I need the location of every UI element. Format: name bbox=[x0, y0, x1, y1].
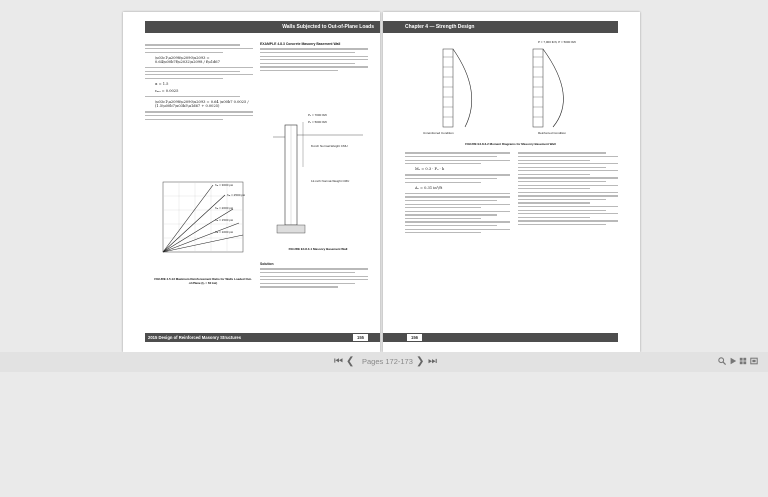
diagram-label-unreinforced: Unreinforced Condition bbox=[423, 131, 454, 135]
diagram-load-label: P = 7,000 lb/ft, P = 5000 lb/ft bbox=[538, 40, 576, 44]
chart-label-1: f′ₘ = 3000 psi bbox=[215, 183, 234, 187]
equation-area: Aₛ = 0.31 in²/ft bbox=[415, 185, 443, 190]
page-range-label: Pages 172-173 bbox=[362, 357, 413, 366]
first-page-icon[interactable]: ⏮ bbox=[334, 356, 343, 367]
right-page bbox=[383, 12, 640, 352]
example-title: EXAMPLE 4.8.3 Concrete Masonry Basement Wall bbox=[260, 42, 341, 46]
chart-label-5: f′ₘ = 1000 psi bbox=[215, 230, 234, 234]
chart-label-4: f′ₘ = 1500 psi bbox=[215, 218, 234, 222]
left-page-footer bbox=[145, 333, 380, 342]
right-page-left-column bbox=[405, 150, 510, 236]
moment-diagrams bbox=[403, 37, 618, 137]
solution-heading: Solution bbox=[260, 262, 274, 266]
equation-rho: \u03c1\u2098\u2090\u2093 = 0.64 \u00b7 0.0025 / (1.5\u00b7\u03b5\u1d67 + 0.0025) bbox=[155, 100, 249, 109]
left-footer-title: 2015 Design of Reinforced Masonry Structures bbox=[148, 335, 242, 340]
basement-wall-figure bbox=[273, 107, 363, 242]
right-page-header: Chapter 4 — Strength Design bbox=[383, 21, 618, 33]
left-page-number: 155 bbox=[353, 334, 368, 341]
right-page-number: 156 bbox=[407, 334, 422, 341]
moment-figure-caption: FIGURE E4.8.3-2 Moment Diagrams for Masonry Basement Wall bbox=[465, 142, 556, 146]
thumbnails-icon[interactable] bbox=[739, 357, 747, 365]
fullscreen-icon[interactable] bbox=[750, 357, 758, 365]
right-page-right-column bbox=[518, 150, 618, 228]
left-page bbox=[123, 12, 380, 352]
left-page-header: Walls Subjected to Out-of-Plane Loads bbox=[145, 21, 380, 33]
equation-strain: εₘᵤ = 0.0025 bbox=[155, 88, 179, 93]
chart-figure-caption: FIGURE 4.5.13 Maximum Reinforcement Ratio for Walls Loaded Out-of-Plane (fᵧ = 60 ksi) bbox=[154, 277, 252, 285]
equation-moment: Mᵤ = 0.3 · Pᵤ · h bbox=[415, 167, 445, 172]
right-column-text bbox=[260, 42, 368, 74]
next-page-icon[interactable]: ❯ bbox=[416, 356, 425, 367]
equation: \u03c1\u2098\u2090\u2093 = 0.64\u00b7f\u2032\u2098 / f\u1d67 bbox=[155, 55, 220, 64]
wall-label-12in: 12-inch Normal-Weight CMU bbox=[311, 179, 350, 183]
wall-load-1: Pᵤ = 7000 lb/ft bbox=[308, 113, 327, 117]
viewer-toolbar bbox=[0, 352, 768, 372]
last-page-icon[interactable]: ⏭ bbox=[428, 356, 437, 367]
reinforcement-ratio-chart bbox=[153, 177, 253, 272]
solution-text bbox=[260, 262, 368, 290]
play-icon[interactable] bbox=[729, 357, 737, 365]
chart-label-3: f′ₘ = 2000 psi bbox=[215, 206, 234, 210]
equation-alpha: α = 1.5 bbox=[155, 81, 169, 86]
wall-label-8in: 8-inch Normal-Weight CMU bbox=[311, 144, 348, 148]
wall-figure-caption: FIGURE E4.8.3-1 Masonry Basement Wall bbox=[288, 247, 348, 251]
wall-load-2: Pᵤ = 5000 lb/ft bbox=[308, 120, 327, 124]
chart-label-2: f′ₘ = 2500 psi bbox=[227, 193, 246, 197]
previous-page-icon[interactable]: ❮ bbox=[346, 356, 355, 367]
zoom-icon[interactable] bbox=[718, 357, 726, 365]
diagram-label-reinforced: Reinforced Condition bbox=[538, 131, 567, 135]
left-column-text bbox=[145, 42, 253, 122]
right-page-footer bbox=[383, 333, 618, 342]
